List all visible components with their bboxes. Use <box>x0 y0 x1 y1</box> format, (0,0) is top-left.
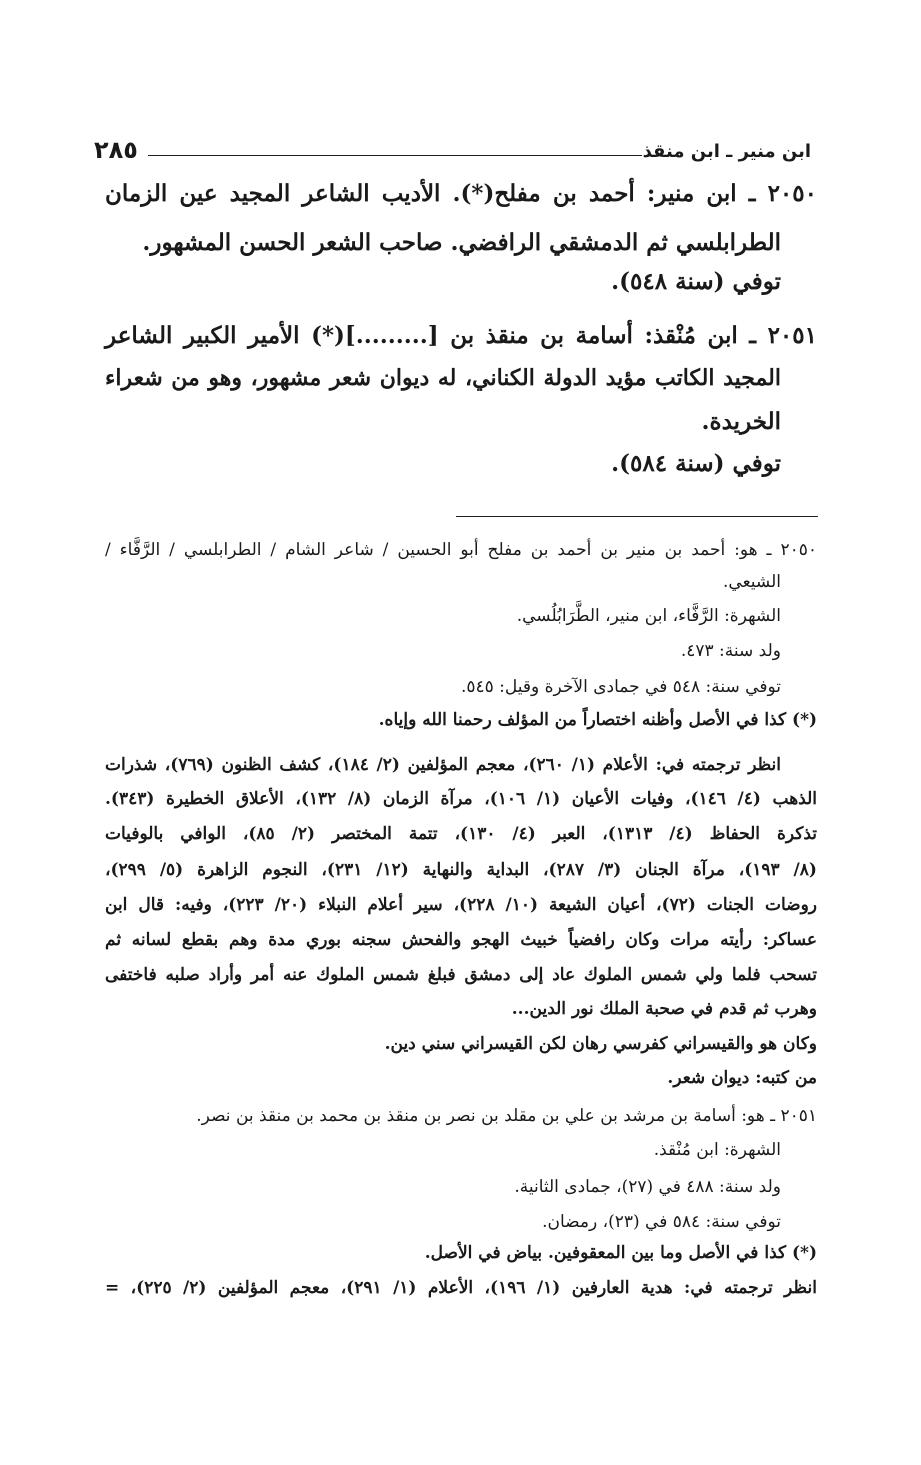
footnote-separator <box>456 516 818 517</box>
footnote-2050-refs-line-7: تسحب فلما ولي شمس الملوك عاد إلى دمشق فبلغ شمس الملوك عنه أمر وأراد صلبه فاختفى <box>105 965 817 985</box>
footnote-2051-asterisk-note: (*) كذا في الأصل وما بين المعقوفين. بياض في الأصل. <box>424 1243 817 1263</box>
footnote-2050-asterisk-note: (*) كذا في الأصل وأظنه اختصاراً من المؤلف رحمنا الله وإياه. <box>378 710 817 730</box>
entry-2050-line-2: الطرابلسي ثم الدمشقي الرافضي. صاحب الشعر الحسن المشهور. <box>142 229 781 256</box>
footnote-2051-refs-line-1: انظر ترجمته في: هدية العارفين (١/ ١٩٦)، الأعلام (١/ ٢٩١)، معجم المؤلفين (٢/ ٢٢٥)، = <box>105 1278 817 1298</box>
footnote-2050-refs-line-1: انظر ترجمته في: الأعلام (١/ ٢٦٠)، معجم المؤلفين (٢/ ١٨٤)، كشف الظنون (٧٦٩)، شذرات <box>105 755 781 775</box>
footnote-2050-refs-line-5: روضات الجنات (٧٢)، أعيان الشيعة (١٠/ ٢٢٨)، سير أعلام النبلاء (٢٠/ ٢٢٣)، وفيه: قال ابن <box>105 895 817 915</box>
footnote-2050-refs-line-9: وكان هو والقيسراني كفرسي رهان لكن القيسراني سني دين. <box>384 1034 817 1054</box>
footnote-2050-fame: الشهرة: الرَّفَّاء، ابن منير، الطَّرَابُلُسي. <box>516 606 781 626</box>
entry-2051-line-3: الخريدة. <box>701 408 781 435</box>
entry-2050-line-1: ٢٠٥٠ ـ ابن منير: أحمد بن مفلح(*). الأديب الشاعر المجيد عين الزمان <box>105 180 817 207</box>
footnote-2050-refs-line-6: عساكر: رأيته مرات وكان رافضياً خبيث الهجو والفحش سجنه بوري مدة وهم بقطع لسانه ثم <box>105 930 817 950</box>
header-rule <box>148 155 642 156</box>
footnote-2051-died: توفي سنة: ٥٨٤ في (٢٣)، رمضان. <box>542 1212 781 1232</box>
entry-2051-line-1: ٢٠٥١ ـ ابن مُنْقذ: أسامة بن منقذ بن [.........](*) الأمير الكبير الشاعر <box>105 322 817 349</box>
footnote-2051-fame: الشهرة: ابن مُنْقذ. <box>653 1140 781 1160</box>
footnote-2051-line-1: ٢٠٥١ ـ هو: أسامة بن مرشد بن علي بن مقلد بن نصر بن منقذ بن محمد بن منقذ بن نصر. <box>196 1106 817 1126</box>
footnote-2050-born: ولد سنة: ٤٧٣. <box>680 641 781 661</box>
entry-2051-line-2: المجيد الكاتب مؤيد الدولة الكناني، له ديوان شعر مشهور، وهو من شعراء <box>105 365 781 391</box>
entry-2051-line-4: توفي (سنة ٥٨٤). <box>611 450 781 477</box>
entry-2050-line-3: توفي (سنة ٥٤٨). <box>611 268 781 295</box>
footnote-2050-line-2: الشيعي. <box>723 572 781 592</box>
page-number: ٢٨٥ <box>94 136 138 164</box>
footnote-2050-refs-line-3: تذكرة الحفاظ (٤/ ١٣١٣)، العبر (٤/ ١٣٠)، تتمة المختصر (٢/ ٨٥)، الوافي بالوفيات <box>105 824 817 844</box>
footnote-2050-refs-line-8: وهرب ثم قدم في صحبة الملك نور الدين... <box>511 999 817 1019</box>
footnote-2051-born: ولد سنة: ٤٨٨ في (٢٧)، جمادى الثانية. <box>514 1177 781 1197</box>
footnote-2050-refs-line-2: الذهب (٤/ ١٤٦)، وفيات الأعيان (١/ ١٠٦)، مرآة الزمان (٨/ ١٣٢)، الأعلاق الخطيرة (٣٤٣). <box>105 789 817 809</box>
footnote-2050-books: من كتبه: ديوان شعر. <box>667 1068 817 1088</box>
footnote-2050-died: توفي سنة: ٥٤٨ في جمادى الآخرة وقيل: ٥٤٥. <box>460 677 781 697</box>
running-header-title: ابن منير ـ ابن منقذ <box>642 141 811 162</box>
footnote-2050-line-1: ٢٠٥٠ ـ هو: أحمد بن منير بن أحمد بن مفلح أبو الحسين / شاعر الشام / الطرابلسي / الرَّفَّاء / <box>105 540 817 560</box>
footnote-2050-refs-line-4: (٨/ ١٩٣)، مرآة الجنان (٣/ ٢٨٧)، البداية والنهاية (١٢/ ٢٣١)، النجوم الزاهرة (٥/ ٢٩٩)، <box>105 860 817 880</box>
